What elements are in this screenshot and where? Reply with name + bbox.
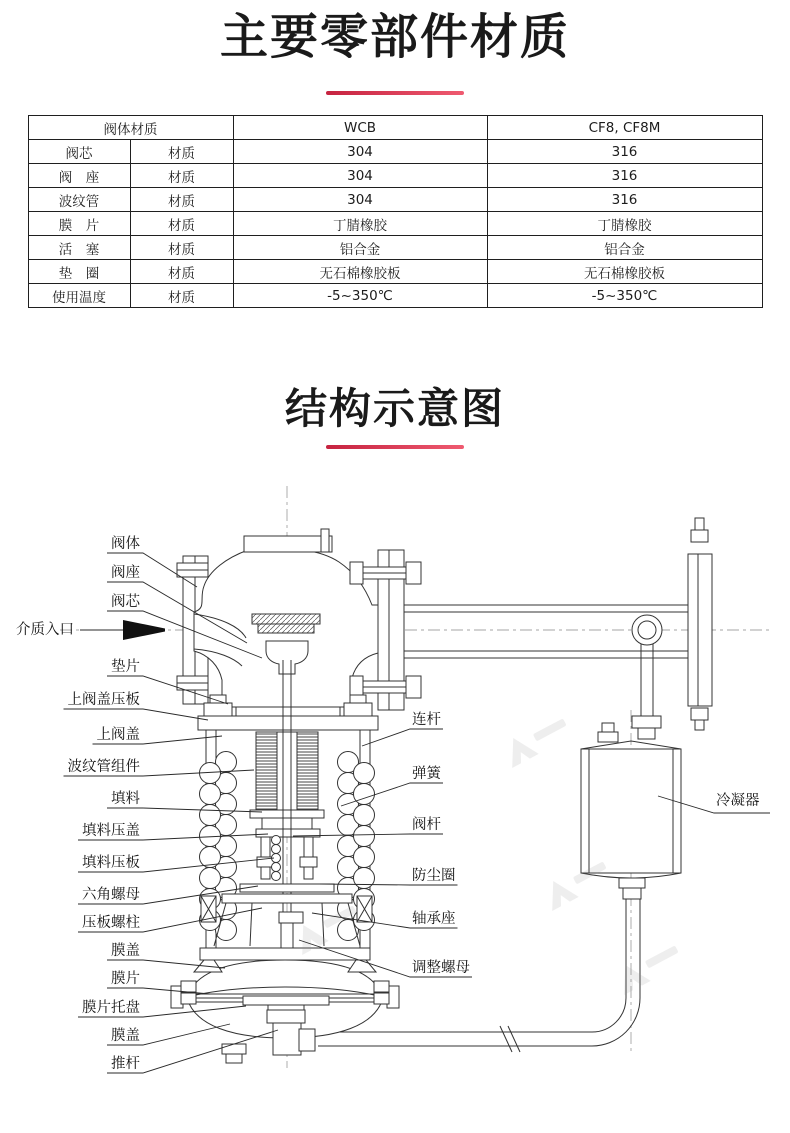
table-cell-cf8: -5~350℃ <box>487 284 762 308</box>
table-cell-attr: 材质 <box>130 236 233 260</box>
table-cell-attr: 材质 <box>130 188 233 212</box>
diagram-label-right-2: 阀杆 <box>412 817 441 833</box>
right-end-flange <box>688 518 712 730</box>
inlet-label: 介质入口 <box>16 622 74 638</box>
table-cell-attr: 材质 <box>130 212 233 236</box>
red-divider-2 <box>326 445 464 449</box>
diagram-label-left-11: 压板螺柱 <box>82 915 140 931</box>
diagram-label-left-16: 推杆 <box>111 1056 140 1072</box>
table-cell-wcb: -5~350℃ <box>233 284 487 308</box>
table-row <box>28 284 762 308</box>
table-row <box>28 188 762 212</box>
table-header-body-material: 阀体材质 <box>28 116 233 140</box>
table-cell-attr: 材质 <box>130 164 233 188</box>
diagram-label-left-10: 六角螺母 <box>82 887 140 903</box>
table-cell-wcb: 铝合金 <box>233 236 487 260</box>
diagram-label-left-1: 阀座 <box>111 565 140 581</box>
inlet-arrow-icon <box>123 620 165 640</box>
table-cell-part: 膜 片 <box>28 212 130 236</box>
diagram-label-right-1: 弹簧 <box>412 766 441 782</box>
materials-table-body <box>28 140 762 308</box>
document-page <box>0 9 790 1072</box>
table-header-row <box>28 116 762 140</box>
table-cell-cf8: 316 <box>487 140 762 164</box>
table-cell-cf8: 无石棉橡胶板 <box>487 260 762 284</box>
table-cell-wcb: 304 <box>233 188 487 212</box>
table-cell-cf8: 316 <box>487 164 762 188</box>
diagram-label-left-0: 阀体 <box>111 536 140 552</box>
table-cell-part: 使用温度 <box>28 284 130 308</box>
table-row <box>28 236 762 260</box>
diagram-label-left-14: 膜片托盘 <box>82 1000 140 1016</box>
diagram-label-left-6: 波纹管组件 <box>67 759 140 775</box>
table-row <box>28 212 762 236</box>
table-row <box>28 164 762 188</box>
diagram-label-left-8: 填料压盖 <box>82 823 140 839</box>
table-cell-cf8: 316 <box>487 188 762 212</box>
diagram-label-left-12: 膜盖 <box>111 943 140 959</box>
table-cell-attr: 材质 <box>130 284 233 308</box>
table-header-cf8: CF8, CF8M <box>487 116 762 140</box>
diagram-label-left-4: 上阀盖压板 <box>67 692 140 708</box>
table-cell-attr: 材质 <box>130 260 233 284</box>
diagram-label-right-0: 连杆 <box>412 712 441 728</box>
diagram-label-left-15: 膜盖 <box>111 1028 140 1044</box>
table-row <box>28 260 762 284</box>
diagram-label-left-7: 填料 <box>111 791 140 807</box>
table-cell-part: 垫 圈 <box>28 260 130 284</box>
diagram-label-left-5: 上阀盖 <box>96 727 140 743</box>
diagram-label-left-2: 阀芯 <box>111 594 140 610</box>
condenser-drop-pipe <box>632 615 662 739</box>
table-cell-part: 活 塞 <box>28 236 130 260</box>
diagram-label-right-3: 防尘圈 <box>412 868 456 884</box>
table-cell-wcb: 丁腈橡胶 <box>233 212 487 236</box>
table-cell-cf8: 铝合金 <box>487 236 762 260</box>
materials-table <box>28 115 763 308</box>
red-divider <box>326 91 464 95</box>
table-header-wcb: WCB <box>233 116 487 140</box>
inlet-annotation <box>16 620 165 640</box>
table-cell-cf8: 丁腈橡胶 <box>487 212 762 236</box>
table-cell-attr: 材质 <box>130 140 233 164</box>
table-row <box>28 140 762 164</box>
valve-body <box>194 529 404 707</box>
diagram-label-left-13: 膜片 <box>111 971 140 987</box>
diagram-label-right-4: 轴承座 <box>412 911 456 927</box>
diagram-label-left-9: 填料压板 <box>82 855 140 871</box>
table-cell-wcb: 无石棉橡胶板 <box>233 260 487 284</box>
table-cell-part: 阀芯 <box>28 140 130 164</box>
condenser-label: 冷凝器 <box>716 793 760 809</box>
table-cell-part: 波纹管 <box>28 188 130 212</box>
section-title-materials: 主要零部件材质 <box>219 9 570 65</box>
table-cell-wcb: 304 <box>233 164 487 188</box>
table-cell-part: 阀 座 <box>28 164 130 188</box>
section-title-structure: 结构示意图 <box>284 384 505 434</box>
structure-diagram <box>0 466 790 1133</box>
diagram-label-left-3: 垫片 <box>111 659 140 675</box>
table-cell-wcb: 304 <box>233 140 487 164</box>
diagram-label-right-5: 调整螺母 <box>412 960 470 976</box>
